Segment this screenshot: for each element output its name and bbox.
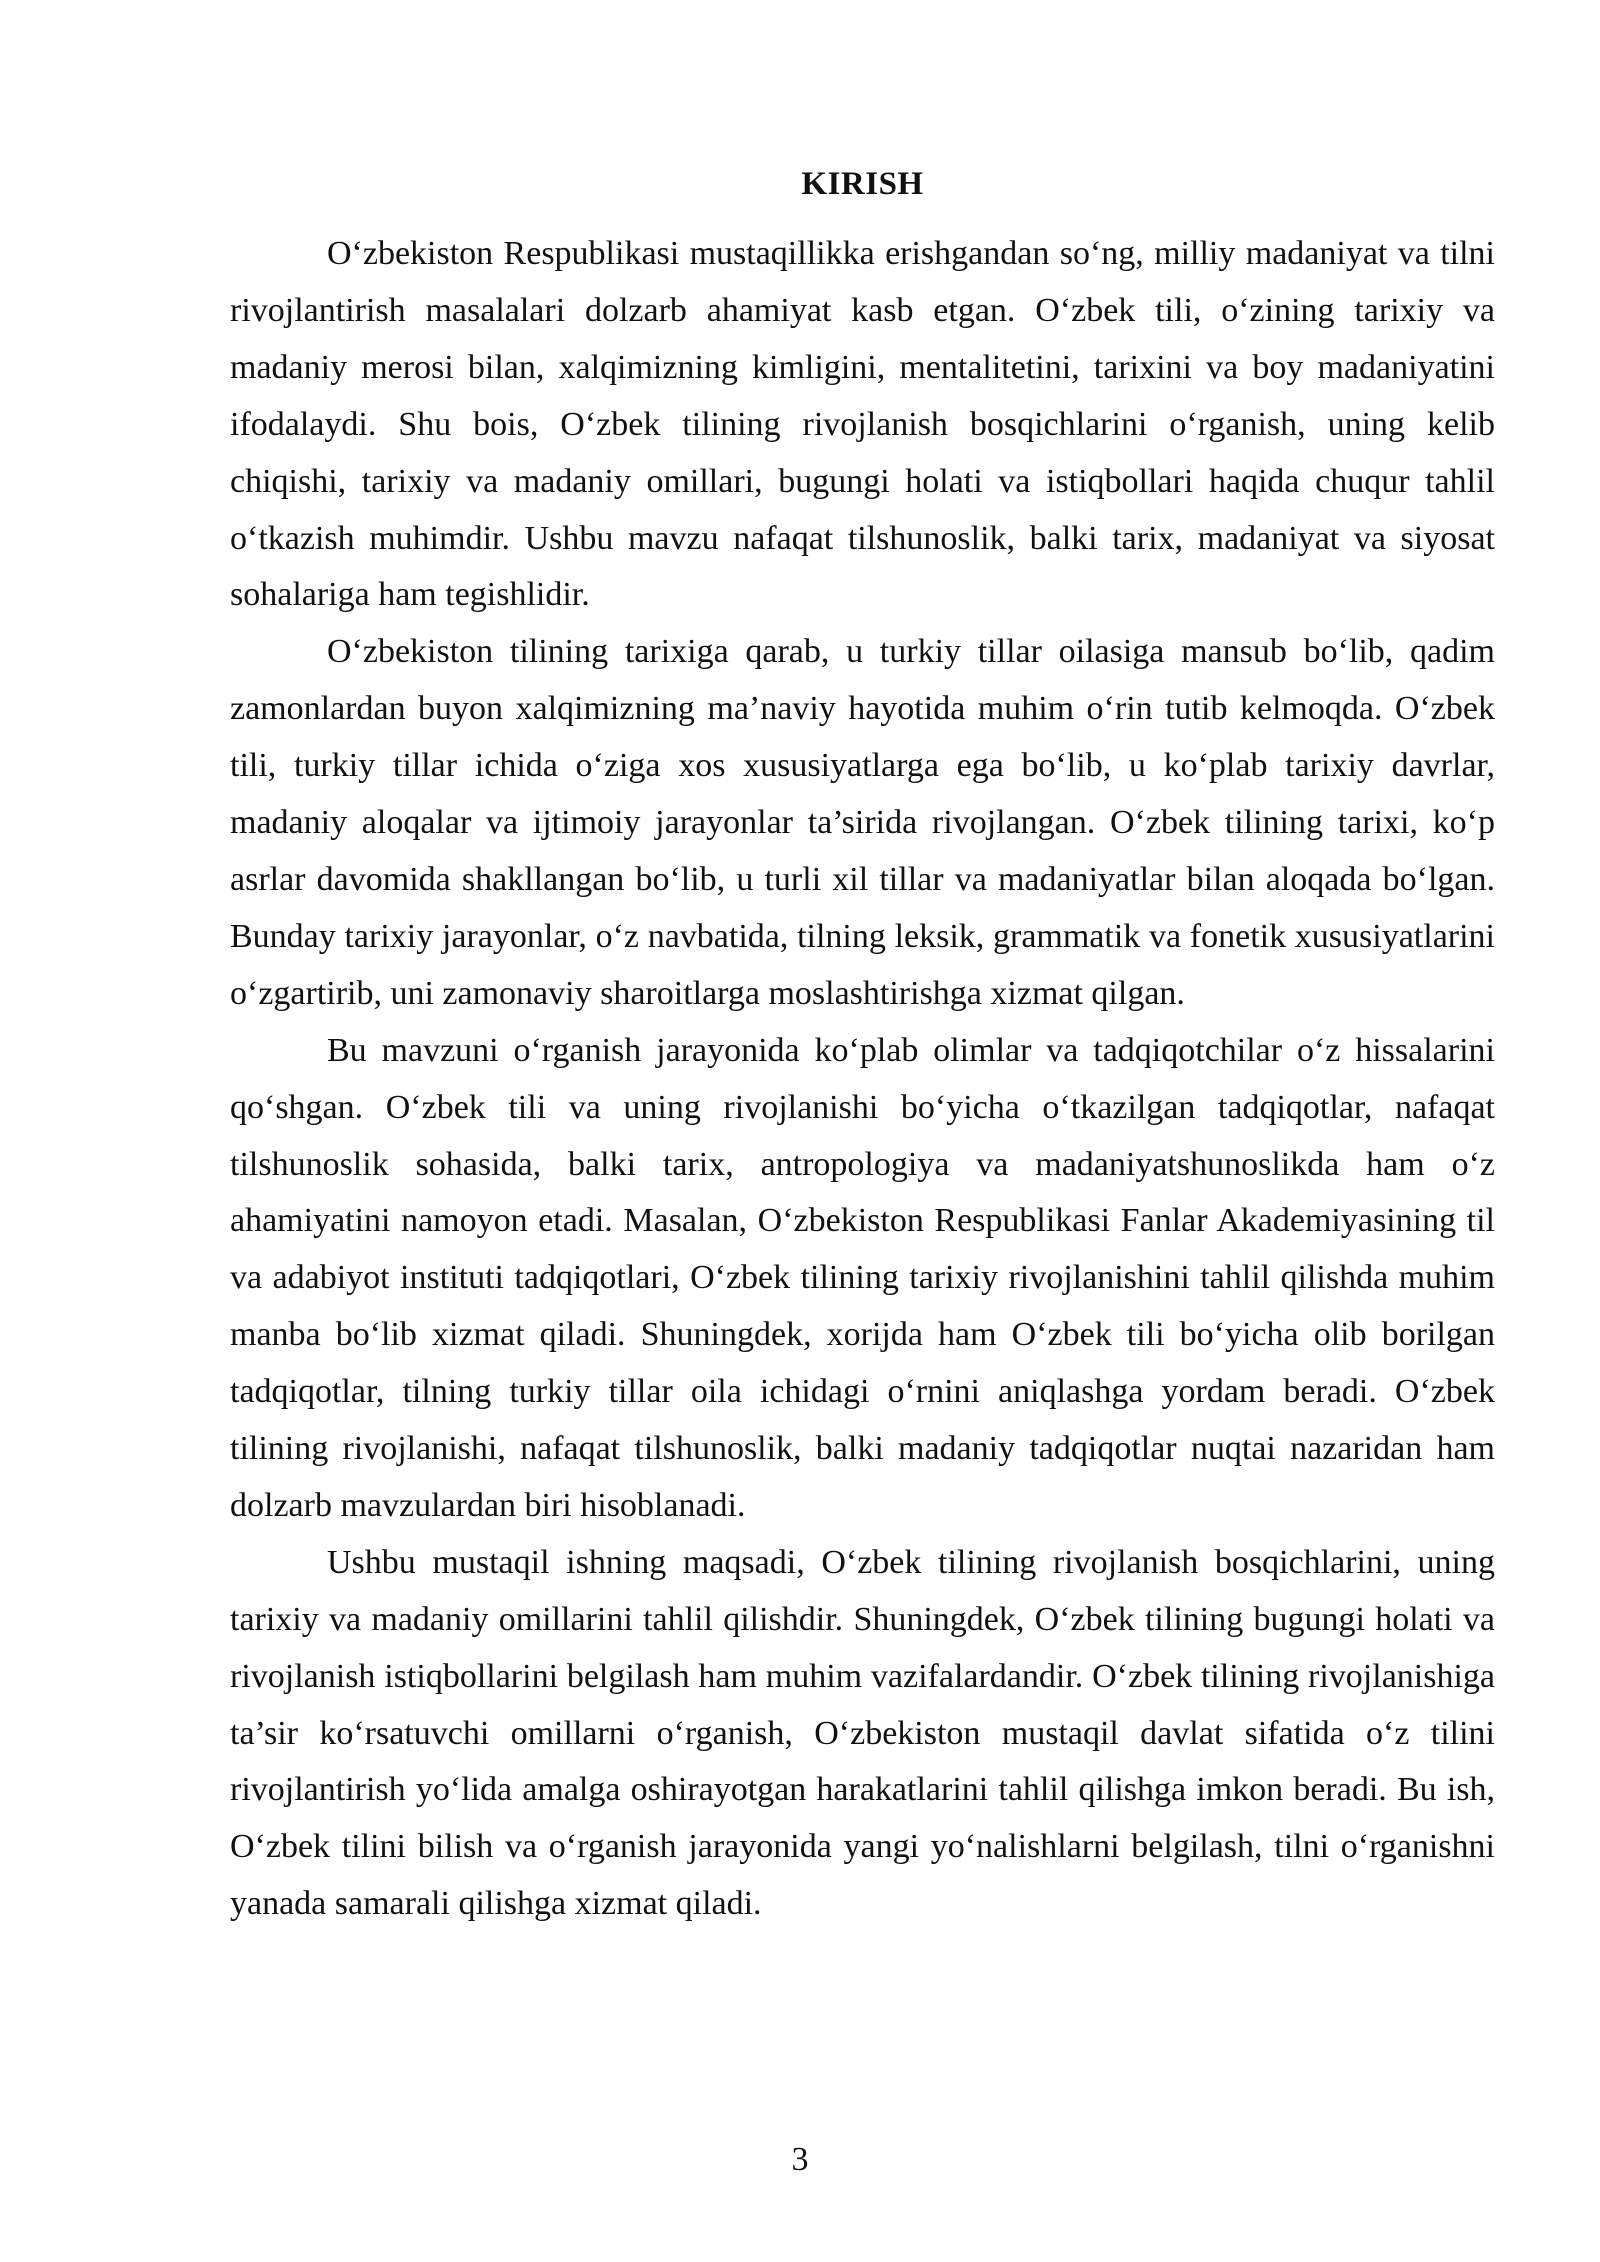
paragraph-2: O‘zbekiston tilining tarixiga qarab, u turkiy tillar oilasiga mansub bo‘lib, qadim zamonlardan buyon xalqimizning ma’naviy hayotida muhim o‘rin tutib kelmoqda. O‘zbek tili, turkiy tillar ichida o‘ziga xos xususiyatlarga ega bo‘lib, u ko‘plab tarixiy davrlar, madaniy aloqalar va ijtimoiy jarayonlar ta’sirida rivojlangan. O‘zbek tilining tarixi, ko‘p asrlar davomida shakllangan bo‘lib, u turli xil tillar va madaniyatlar bilan aloqada bo‘lgan. Bunday tarixiy jarayonlar, o‘z navbatida, tilning leksik, grammatik va fonetik xususiyatlarini o‘zgartirib, uni zamonaviy sharoitlarga moslashtirishga xizmat qilgan. — [230, 633, 1495, 1012]
section-title: KIRISH — [801, 166, 924, 202]
paragraph-3: Bu mavzuni o‘rganish jarayonida ko‘plab olimlar va tadqiqotchilar o‘z hissalarini qo‘shgan. O‘zbek tili va uning rivojlanishi bo‘yicha o‘tkazilgan tadqiqotlar, nafaqat tilshunoslik sohasida, balki tarix, antropologiya va madaniyatshunoslikda ham o‘z ahamiyatini namoyon etadi. Masalan, O‘zbekiston Respublikasi Fanlar Akademiyasining til va adabiyot instituti tadqiqotlari, O‘zbek tilining tarixiy rivojlanishini tahlil qilishda muhim manba bo‘lib xizmat qiladi. Shuningdek, xorijda ham O‘zbek tili bo‘yicha olib borilgan tadqiqotlar, tilning turkiy tillar oila ichidagi o‘rnini aniqlashga yordam beradi. O‘zbek tilining rivojlanishi, nafaqat tilshunoslik, balki madaniy tadqiqotlar nuqtai nazaridan ham dolzarb mavzulardan biri hisoblanadi. — [230, 1031, 1495, 1524]
paragraph-1: O‘zbekiston Respublikasi mustaqillikka erishgandan so‘ng, milliy madaniyat va tilni rivojlantirish masalalari dolzarb ahamiyat kasb etgan. O‘zbek tili, o‘zining tarixiy va madaniy merosi bilan, xalqimizning kimligini, mentalitetini, tarixini va boy madaniyatini ifodalaydi. Shu bois, O‘zbek tilining rivojlanish bosqichlarini o‘rganish, uning kelib chiqishi, tarixiy va madaniy omillari, bugungi holati va istiqbollari haqida chuqur tahlil o‘tkazish muhimdir. Ushbu mavzu nafaqat tilshunoslik, balki tarix, madaniyat va siyosat sohalariga ham tegishlidir. — [230, 235, 1495, 614]
page-number: 3 — [791, 2141, 809, 2178]
paragraph-4: Ushbu mustaqil ishning maqsadi, O‘zbek tilining rivojlanish bosqichlarini, uning tarixiy va madaniy omillarini tahlil qilishdir. Shuningdek, O‘zbek tilining bugungi holati va rivojlanish istiqbollarini belgilash ham muhim vazifalardandir. O‘zbek tilining rivojlanishiga ta’sir ko‘rsatuvchi omillarni o‘rganish, O‘zbekiston mustaqil davlat sifatida o‘z tilini rivojlantirish yo‘lida amalga oshirayotgan harakatlarini tahlil qilishga imkon beradi. Bu ish, O‘zbek tilini bilish va o‘rganish jarayonida yangi yo‘nalishlarni belgilash, tilni o‘rganishni yanada samarali qilishga xizmat qiladi. — [230, 1543, 1495, 1923]
page-content — [230, 150, 1495, 1933]
